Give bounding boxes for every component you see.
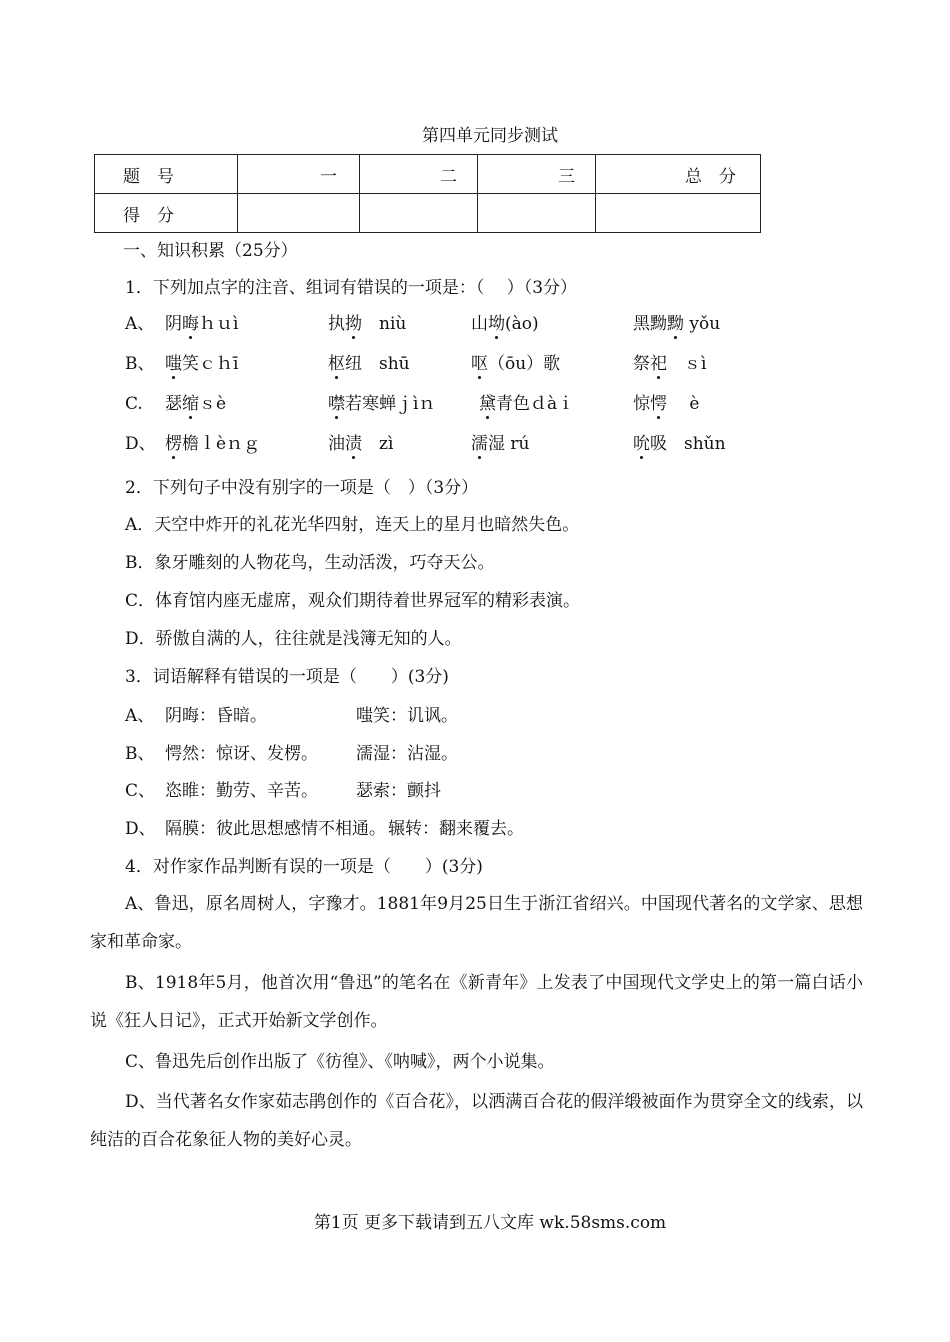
question-2-option-b: B．象牙雕刻的人物花鸟，生动活泼，巧夺天公。 xyxy=(125,553,495,573)
question-3-option-text: 嗤笑：讥讽。 xyxy=(356,706,458,726)
header-cell-question-number: 题 号 xyxy=(95,155,238,194)
question-3-option-text: 恣睢：勤劳、辛苦。 xyxy=(165,781,318,801)
pinyin-item: 濡湿 rú xyxy=(471,434,530,454)
question-3-option-text: 阴晦：昏暗。 xyxy=(165,706,267,726)
pinyin-item: 噤若寒蝉ｊìｎ xyxy=(328,394,436,414)
pinyin-item: 山坳(ào) xyxy=(471,314,539,334)
question-2-stem: 2．下列句子中没有别字的一项是（ ）（3分） xyxy=(125,478,479,498)
score-table-header-row xyxy=(95,155,761,194)
pinyin-item: 嗤笑ｃｈī xyxy=(165,354,239,374)
score-cell-part-1[interactable] xyxy=(238,194,360,233)
option-label: B、 xyxy=(125,354,155,374)
pinyin-item: 黛青色ｄàｉ xyxy=(479,394,575,414)
question-2-option-c: C．体育馆内座无虚席，观众们期待着世界冠军的精彩表演。 xyxy=(125,591,581,611)
score-table xyxy=(94,154,761,233)
question-3-option-text: 濡湿：沾湿。 xyxy=(356,744,458,764)
question-3-option-text: 辗转：翻来覆去。 xyxy=(388,819,524,839)
pinyin-item: 惊愕 è xyxy=(633,394,700,414)
question-3-option-label: C、 xyxy=(125,781,156,801)
question-4-option-d: D、当代著名女作家茹志鹃创作的《百合花》，以洒满百合花的假洋缎被面作为贯穿全文的线索，以纯洁的百合花象征人物的美好心灵。 xyxy=(90,1092,863,1150)
header-cell-part-1: 一 xyxy=(238,155,360,194)
section-heading: 一、知识积累（25分） xyxy=(123,241,298,261)
question-4-stem: 4．对作家作品判断有误的一项是（ ）(3分) xyxy=(125,857,483,877)
score-cell-part-2[interactable] xyxy=(360,194,478,233)
header-cell-part-3: 三 xyxy=(478,155,596,194)
question-3-option-label: A、 xyxy=(125,706,155,726)
header-cell-total: 总 分 xyxy=(596,155,761,194)
pinyin-item: 祭祀 ｓì xyxy=(633,354,707,374)
question-4-option-a: A、鲁迅，原名周树人，字豫才。1881年9月25日生于浙江省绍兴。中国现代著名的文学家、思想家和革命家。 xyxy=(90,894,863,952)
question-2-option-d: D．骄傲自满的人，往往就是浅簿无知的人。 xyxy=(125,629,462,649)
pinyin-item: 油渍 zì xyxy=(328,434,394,454)
score-table-score-row xyxy=(95,194,761,233)
pinyin-item: 吮吸 shǔn xyxy=(633,434,726,454)
question-4-option-c: C、鲁迅先后创作出版了《彷徨》、《呐喊》，两个小说集。 xyxy=(125,1052,555,1072)
header-cell-part-2: 二 xyxy=(360,155,478,194)
option-label: D、 xyxy=(125,434,156,454)
option-label: C. xyxy=(125,394,143,414)
pinyin-item: 阴晦ｈｕì xyxy=(165,314,239,334)
pinyin-item: 瑟缩ｓè xyxy=(165,394,227,414)
page-title: 第四单元同步测试 xyxy=(422,126,558,146)
page-footer: 第1页 更多下载请到五八文库 wk.58sms.com xyxy=(313,1213,667,1233)
question-1-stem: 1．下列加点字的注音、组词有错误的一项是：（ ）（3分） xyxy=(125,278,578,298)
option-label: A、 xyxy=(125,314,155,334)
question-3-stem: 3．词语解释有错误的一项是（ ）(3分) xyxy=(125,667,449,687)
score-cell-part-3[interactable] xyxy=(478,194,596,233)
question-2-option-a: A．天空中炸开的礼花光华四射，连天上的星月也暗然失色。 xyxy=(125,515,580,535)
score-cell-total[interactable] xyxy=(596,194,761,233)
pinyin-item: 枢纽 shū xyxy=(328,354,410,374)
pinyin-item: 楞檐ｌèｎｇ xyxy=(165,434,261,454)
question-3-option-label: D、 xyxy=(125,819,156,839)
pinyin-item: 执拗 niù xyxy=(328,314,407,334)
question-4-option-b: B、1918年5月，他首次用“鲁迅”的笔名在《新青年》上发表了中国现代文学史上的第一篇白话小说《狂人日记》，正式开始新文学创作。 xyxy=(90,973,863,1031)
question-3-option-text: 愕然：惊讶、发楞。 xyxy=(165,744,318,764)
question-3-option-label: B、 xyxy=(125,744,155,764)
pinyin-item: 黑黝黝 yǒu xyxy=(633,314,721,334)
question-3-option-text: 隔膜：彼此思想感情不相通。 xyxy=(165,819,386,839)
question-3-option-text: 瑟索：颤抖 xyxy=(356,781,441,801)
row-label-score: 得 分 xyxy=(95,194,238,233)
pinyin-item: 呕（ōu）歌 xyxy=(471,354,561,374)
